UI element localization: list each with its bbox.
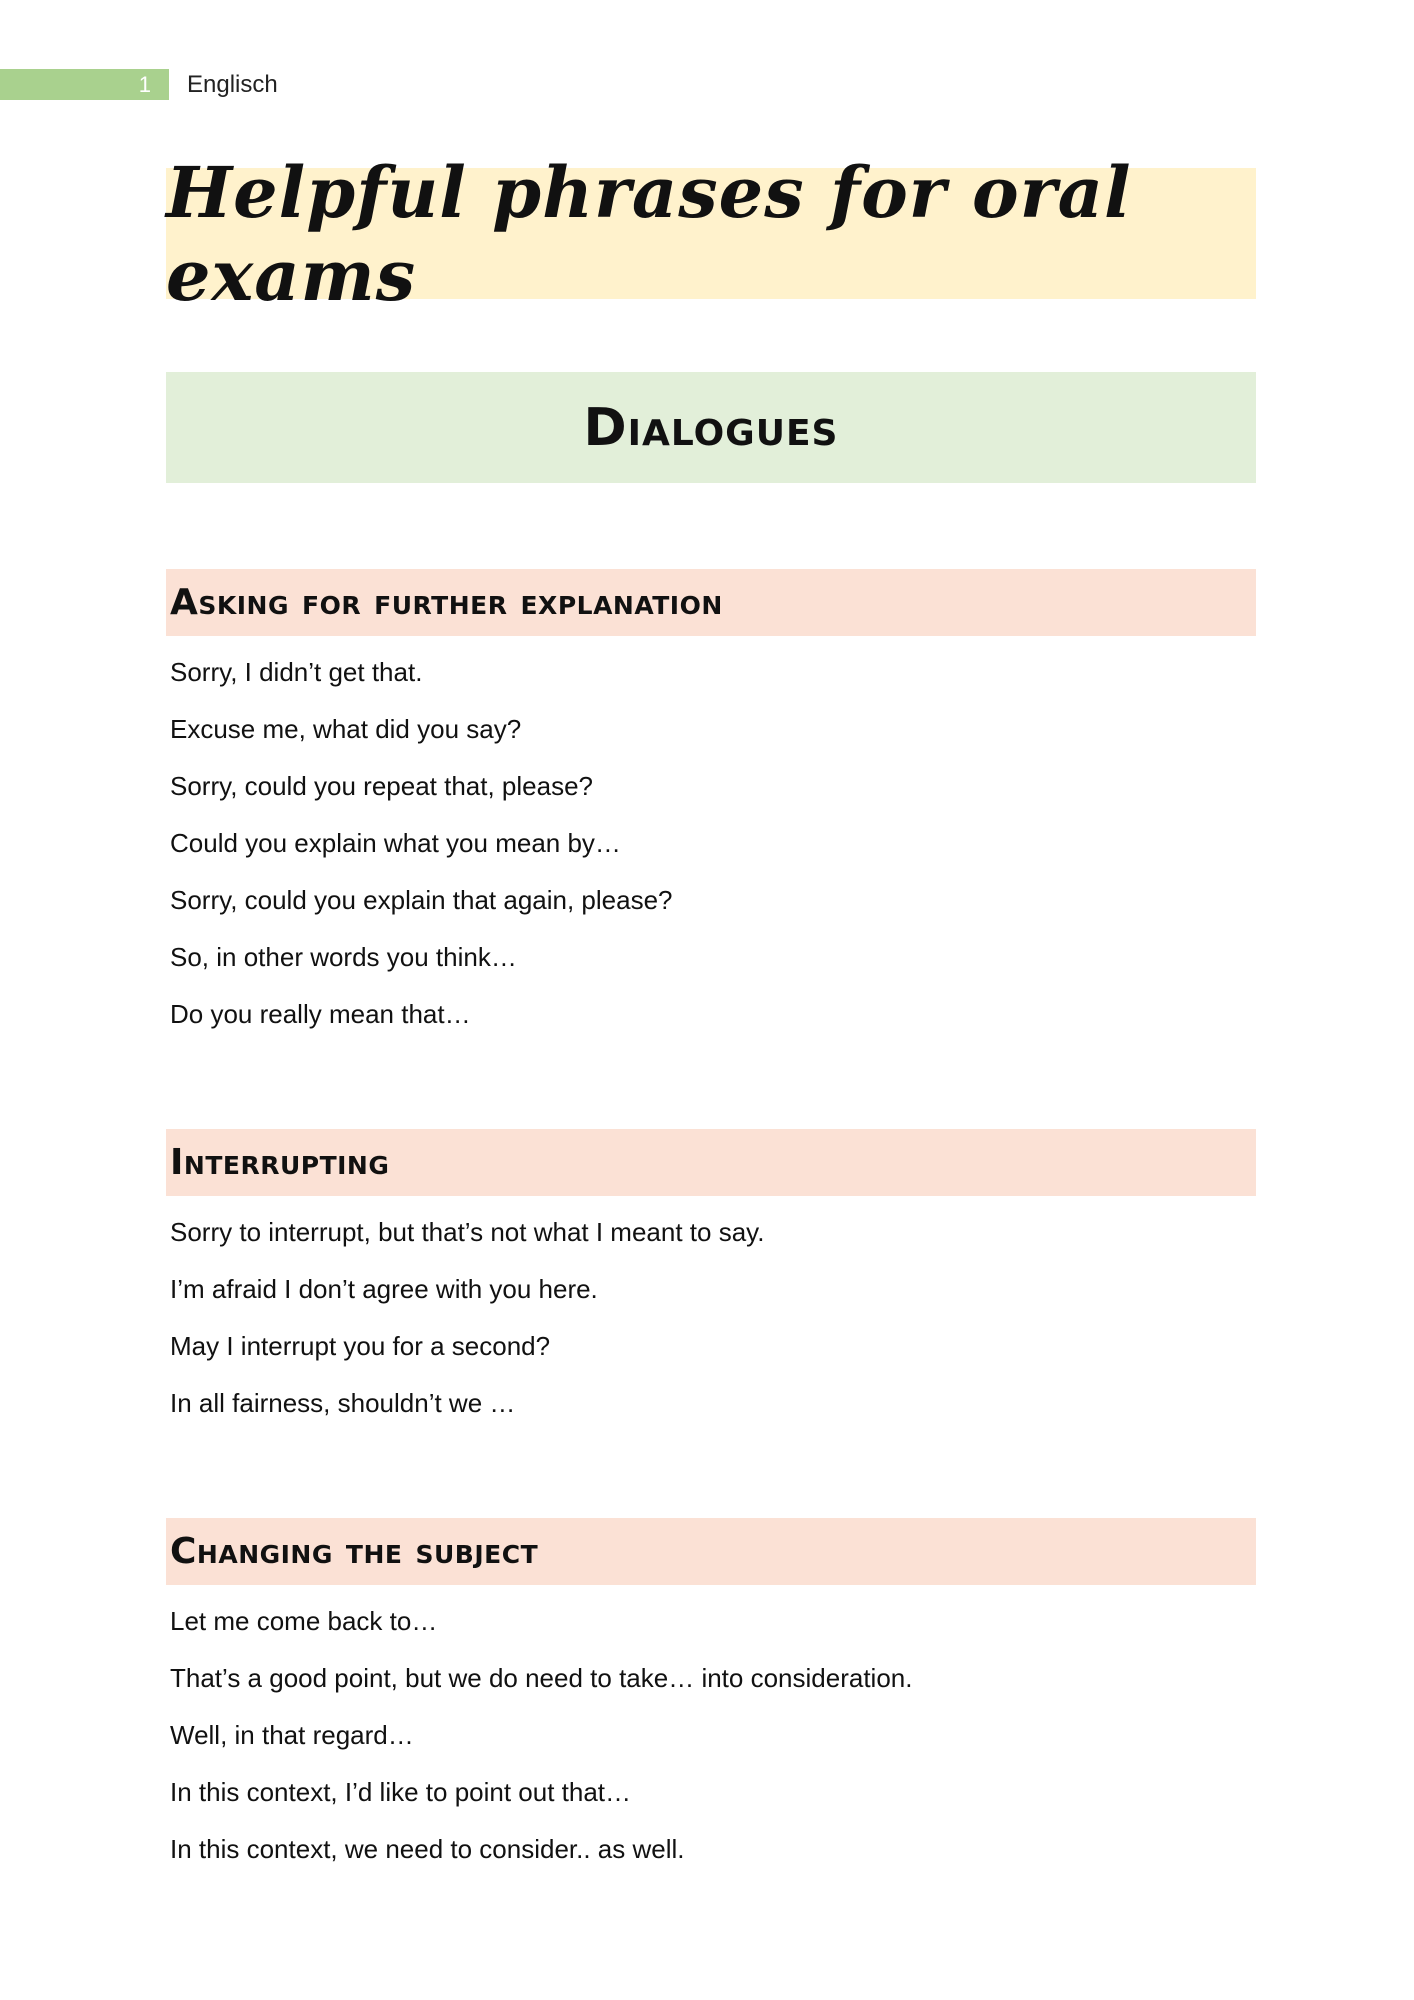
title-banner [166,150,1256,317]
phrase-item: Do you really mean that… [170,999,471,1029]
subsection-title: Asking for further explanation [170,582,723,623]
page-header [0,69,420,100]
subsection-heading [166,1129,1256,1196]
phrase-item: In this context, I’d like to point out that… [170,1777,632,1807]
phrase-item: Sorry to interrupt, but that’s not what I meant to say. [170,1217,765,1247]
phrase-item: Sorry, could you repeat that, please? [170,771,593,801]
phrase-item: So, in other words you think… [170,942,517,972]
phrase-item: In all fairness, shouldn’t we … [170,1388,516,1418]
subsection-title: Interrupting [170,1142,390,1183]
phrase-item: Let me come back to… [170,1606,438,1636]
subsection-interrupting [166,1129,1256,1432]
subsection-changing-subject [166,1518,1256,1878]
phrase-list [166,644,1256,1043]
subsection-heading [166,569,1256,636]
phrase-item: May I interrupt you for a second? [170,1331,551,1361]
subsection-heading [166,1518,1256,1585]
phrase-list [166,1593,1256,1878]
phrase-list [166,1204,1256,1432]
page-number: 1 [0,69,169,100]
subject-label: Englisch [187,70,278,98]
section-banner [166,372,1256,483]
phrase-item: That’s a good point, but we do need to take… into consideration. [170,1663,913,1693]
document-content [166,150,1256,1878]
phrase-item: Sorry, could you explain that again, please? [170,885,673,915]
phrase-item: Well, in that regard… [170,1720,414,1750]
phrase-item: Excuse me, what did you say? [170,714,522,744]
phrase-item: Could you explain what you mean by… [170,828,621,858]
document-title: Helpful phrases for oral exams [166,150,1132,317]
phrase-item: In this context, we need to consider.. as well. [170,1834,685,1864]
phrase-item: I’m afraid I don’t agree with you here. [170,1274,598,1304]
section-title: Dialogues [583,397,839,458]
subsection-asking-for-explanation [166,569,1256,1043]
phrase-item: Sorry, I didn’t get that. [170,657,423,687]
subsection-title: Changing the subject [170,1531,539,1572]
